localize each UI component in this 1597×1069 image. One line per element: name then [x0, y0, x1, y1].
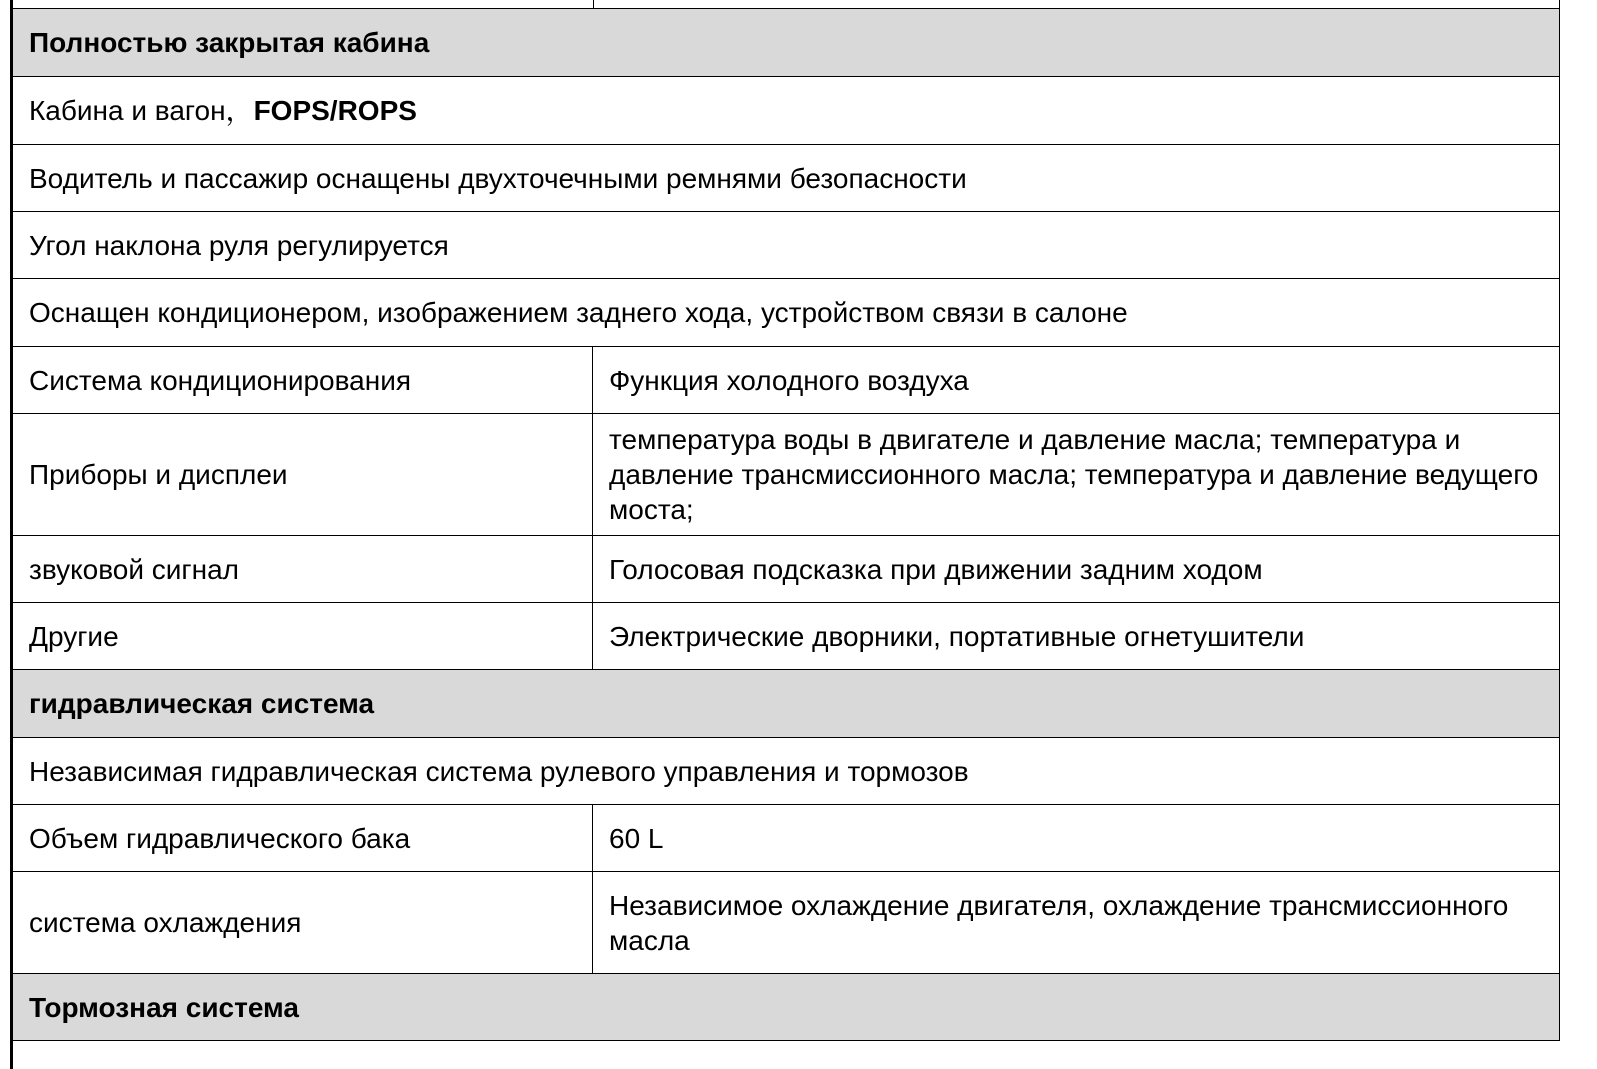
table-row-tank — [10, 805, 1560, 872]
table-cell-value: Независимое охлаждение двигателя, охлаждение трансмиссионного масла — [609, 889, 1509, 956]
table-cell: Водитель и пассажир оснащены двухточечными ремнями безопасности — [29, 162, 967, 194]
section-header-brake — [10, 974, 1560, 1041]
table-cell-value: Функция холодного воздуха — [609, 364, 969, 396]
table-cell: Независимая гидравлическая система рулевого управления и тормозов — [29, 755, 969, 787]
section-header-hydraulic — [10, 670, 1560, 738]
table-cell-label: Объем гидравлического бака — [13, 805, 593, 871]
table-cell-label: Другие — [13, 603, 593, 669]
table-row-steering — [10, 212, 1560, 279]
table-cell-label: Приборы и дисплеи — [13, 414, 593, 535]
table-row-top-fragment — [10, 0, 1560, 9]
section-title: гидравлическая система — [29, 688, 375, 719]
section-header-cab — [10, 9, 1560, 77]
table-cell: Оснащен кондиционером, изображением заднего хода, устройством связи в салоне — [29, 297, 1128, 328]
table-cell: Угол наклона руля регулируется — [29, 229, 449, 261]
table-row-cooling — [10, 872, 1560, 974]
table-row-cab-type — [10, 77, 1560, 145]
cab-type-bold-text: FOPS/ROPS — [253, 95, 417, 126]
table-row-ac — [10, 347, 1560, 414]
table-row-hydraulic-independent — [10, 738, 1560, 805]
section-title: Тормозная система — [29, 991, 299, 1023]
column-divider — [593, 0, 594, 8]
section-title: Полностью закрытая кабина — [29, 27, 430, 58]
table-cell-value: Электрические дворники, портативные огнетушители — [609, 620, 1305, 652]
table-row-equipment — [10, 279, 1560, 347]
table-row-signal — [10, 536, 1560, 603]
spec-table — [10, 0, 1560, 1041]
table-left-border-continuation — [10, 1040, 1560, 1069]
table-cell-label: Система кондиционирования — [13, 347, 593, 413]
cab-type-text: Кабина и вагон， — [29, 95, 254, 126]
table-cell-value: Голосовая подсказка при движении задним ходом — [609, 553, 1263, 585]
table-cell-value: 60 L — [609, 822, 664, 854]
table-row-other — [10, 603, 1560, 670]
table-cell-value: температура воды в двигателе и давление масла; температура и давление трансмиссионного масла; температура и давление ведущего моста; — [609, 424, 1539, 525]
table-row-instruments — [10, 414, 1560, 536]
table-cell-label: система охлаждения — [13, 872, 593, 973]
table-cell-label: звуковой сигнал — [13, 536, 593, 602]
table-cell — [13, 77, 1559, 144]
table-row-seat-belts — [10, 145, 1560, 212]
